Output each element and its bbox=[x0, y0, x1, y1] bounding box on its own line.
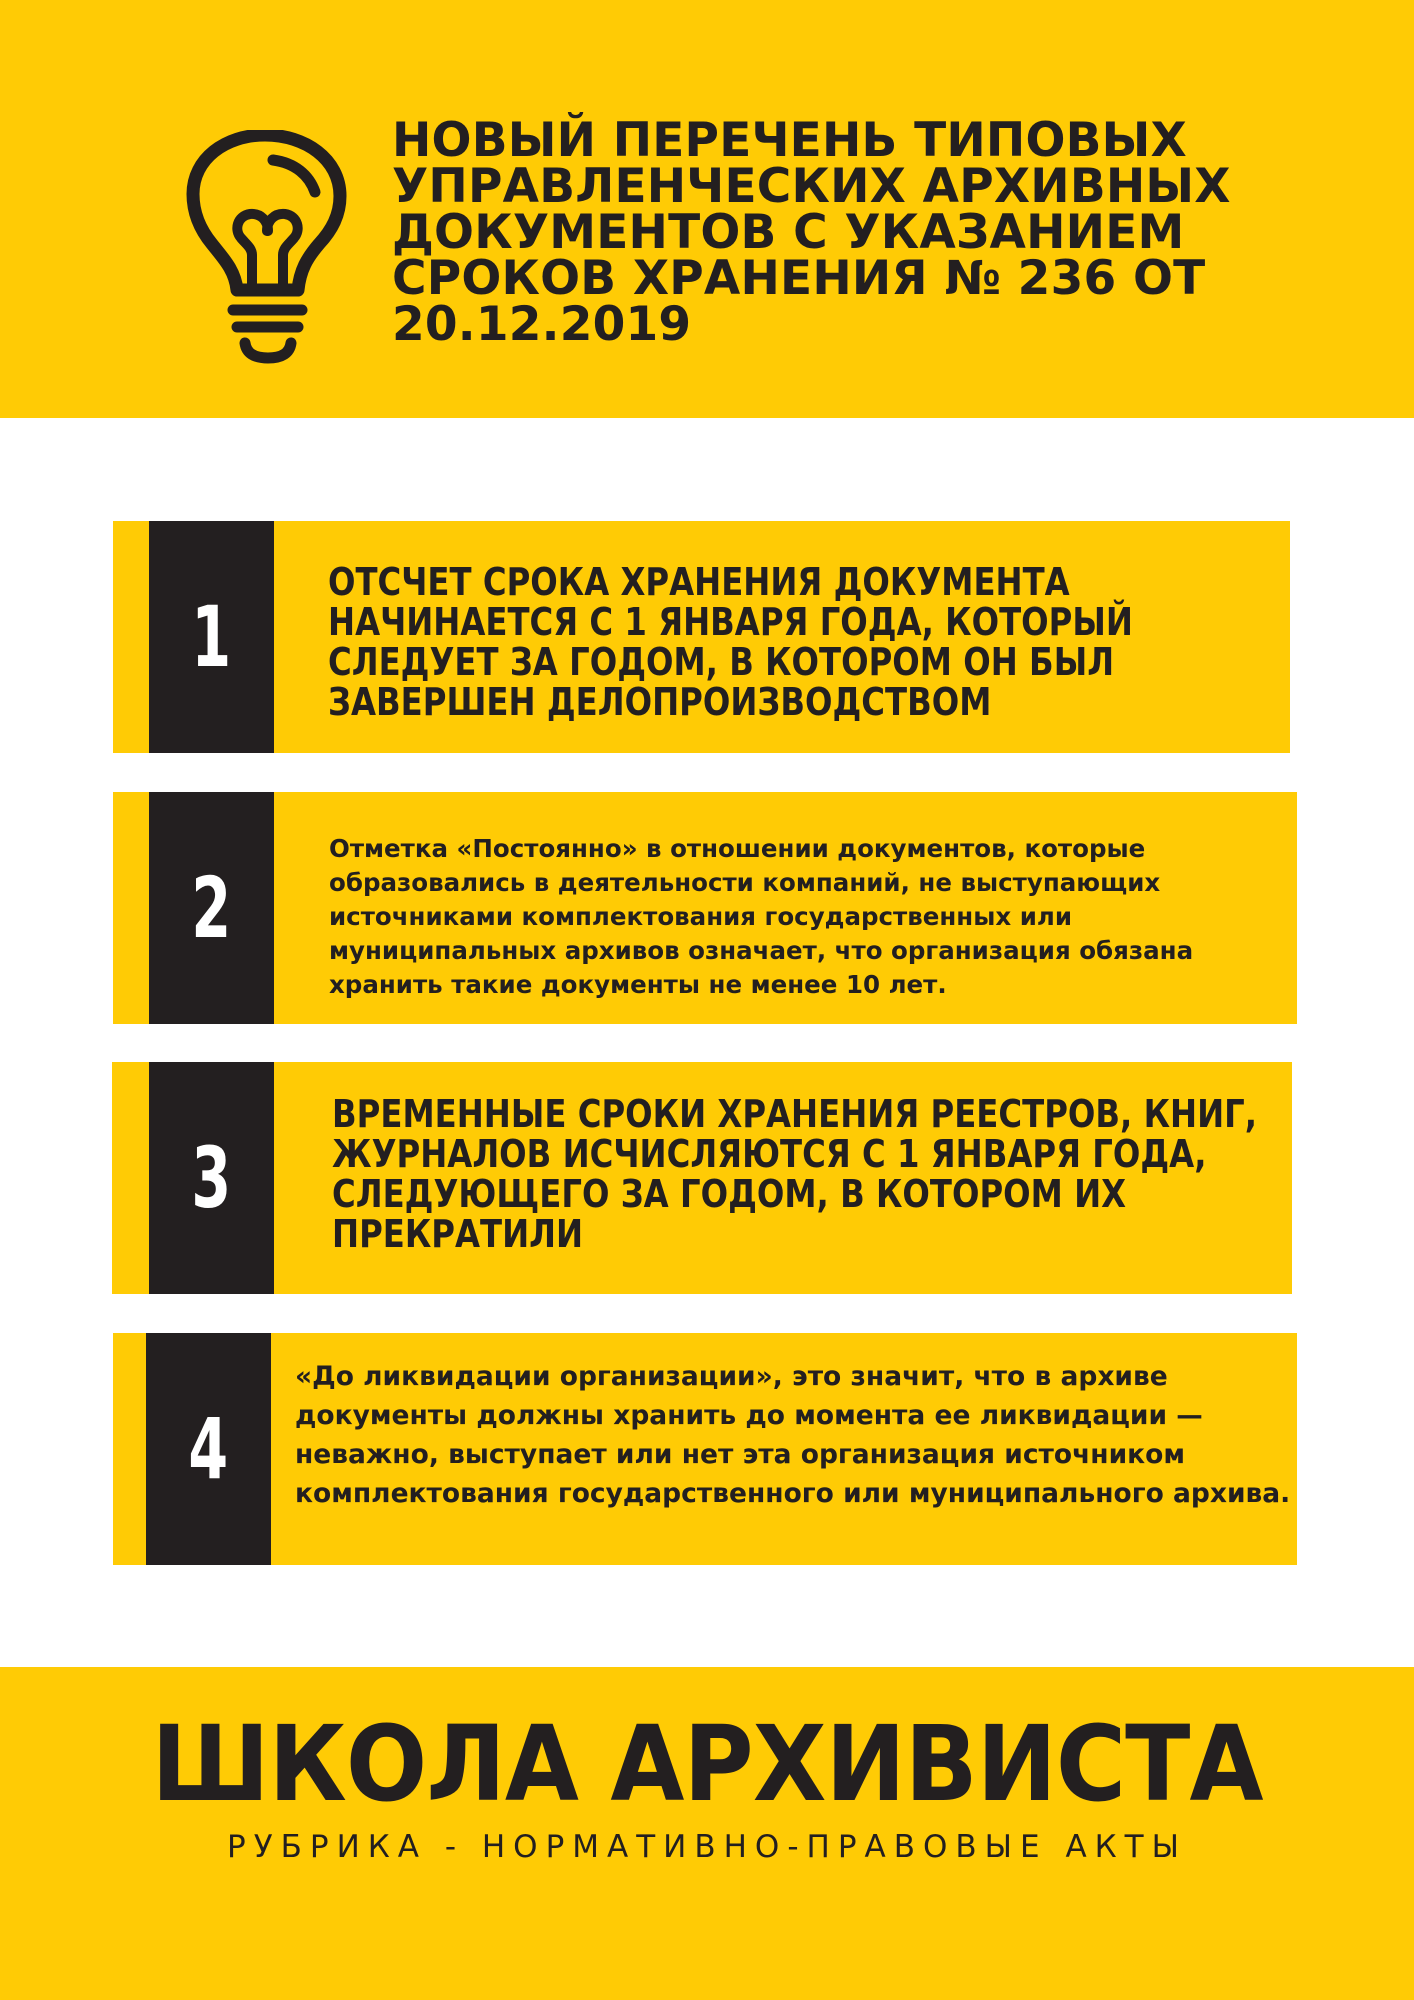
item-text: Отметка «Постоянно» в отношении документов, которые образовались в деятельности компаний, не выступающих источниками комплектования государственных или муниципальных архивов означает, что организация обязана хранить такие документы не менее 10 лет. bbox=[329, 834, 1194, 999]
item-text: ВРЕМЕННЫЕ СРОКИ ХРАНЕНИЯ РЕЕСТРОВ, КНИГ, ЖУРНАЛОВ ИСЧИСЛЯЮТСЯ С 1 ЯНВАРЯ ГОДА, СЛЕДУЮЩЕГО ЗА ГОДОМ, В КОТОРОМ ИХ ПРЕКРАТИЛИ bbox=[332, 1092, 1258, 1257]
list-item bbox=[113, 521, 1290, 753]
page-title: НОВЫЙ ПЕРЕЧЕНЬ ТИПОВЫХ УПРАВЛЕНЧЕСКИХ АРХИВНЫХ ДОКУМЕНТОВ С УКАЗАНИЕМ СРОКОВ ХРАНЕНИЯ № 236 ОТ 20.12.2019 bbox=[392, 113, 1231, 352]
list-item bbox=[113, 1333, 1297, 1565]
list-item bbox=[112, 1062, 1292, 1294]
item-number-box bbox=[149, 792, 274, 1024]
item-number-box bbox=[149, 1062, 274, 1294]
header-banner bbox=[0, 0, 1414, 418]
footer-title: ШКОЛА АРХИВИСТА bbox=[151, 1703, 1263, 1825]
list-item bbox=[113, 792, 1297, 1024]
footer-banner bbox=[0, 1667, 1414, 2000]
item-number: 1 bbox=[191, 588, 232, 686]
item-text: «До ликвидации организации», это значит, что в архиве документы должны хранить до момента ее ликвидации — неважно, выступает или нет эта организация источником комплектования государственного или муниципального архива. bbox=[295, 1361, 1291, 1509]
item-number: 4 bbox=[188, 1400, 229, 1498]
item-number-box bbox=[149, 521, 274, 753]
item-text: ОТСЧЕТ СРОКА ХРАНЕНИЯ ДОКУМЕНТА НАЧИНАЕТСЯ С 1 ЯНВАРЯ ГОДА, КОТОРЫЙ СЛЕДУЕТ ЗА ГОДОМ, В КОТОРОМ ОН БЫЛ ЗАВЕРШЕН ДЕЛОПРОИЗВОДСТВОМ bbox=[328, 560, 1133, 725]
item-number: 3 bbox=[191, 1129, 232, 1227]
lightbulb-icon bbox=[185, 130, 355, 370]
item-number-box bbox=[146, 1333, 271, 1565]
footer-subtitle: РУБРИКА - НОРМАТИВНО-ПРАВОВЫЕ АКТЫ bbox=[227, 1829, 1187, 1865]
item-number: 2 bbox=[191, 859, 232, 957]
